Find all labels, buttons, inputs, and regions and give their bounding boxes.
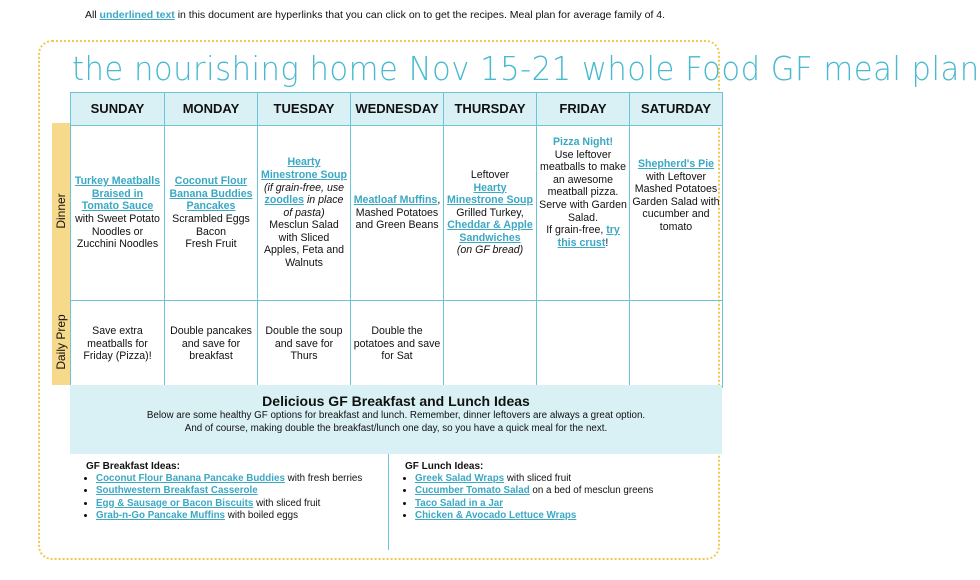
recipe-link[interactable]: Taco Salad in a Jar [415, 497, 504, 509]
page-title: the nourishing home Nov 15-21 whole Food GF meal plan [72, 49, 980, 88]
prep-sunday: Save extra meatballs for Friday (Pizza)! [71, 301, 165, 388]
recipe-link[interactable]: Hearty Minestrone Soup [261, 156, 347, 181]
ideas-line: And of course, making double the breakfast/lunch one day, so you have a quick meal for the next. [184, 423, 608, 434]
top-note-link[interactable]: underlined text [99, 9, 175, 21]
day-header-friday: FRIDAY [537, 93, 630, 126]
dinner-thursday: Leftover Hearty Minestrone Soup Grilled Turkey, Cheddar & Apple Sandwiches (on GF bread) [444, 126, 537, 301]
recipe-link[interactable]: Turkey Meatballs Braised in Tomato Sauce [74, 175, 161, 213]
top-note: All underlined text in this document are hyperlinks that you can click on to get the recipes. Meal plan for average family of 4. [84, 9, 666, 21]
meal-plan-table [70, 92, 723, 388]
dinner-wednesday: Meatloaf Muffins, Mashed Potatoes and Green Beans [351, 126, 444, 301]
list-item: • Cucumber Tomato Salad on a bed of mesclun greens [415, 485, 722, 497]
day-header-saturday: SATURDAY [630, 93, 723, 126]
recipe-link[interactable]: Egg & Sausage or Bacon Biscuits [96, 497, 254, 509]
prep-friday [537, 301, 630, 388]
dinner-monday: Coconut Flour Banana Buddies Pancakes Scrambled Eggs Bacon Fresh Fruit [165, 126, 258, 301]
day-header-thursday: THURSDAY [444, 93, 537, 126]
ideas-banner [70, 385, 722, 454]
list-item [415, 498, 722, 510]
breakfast-heading: GF Breakfast Ideas: [86, 461, 180, 472]
recipe-link[interactable]: Southwestern Breakfast Casserole [96, 485, 258, 497]
recipe-link[interactable]: Coconut Flour Banana Buddies Pancakes [169, 175, 253, 213]
dinner-friday: Pizza Night! Use leftover meatballs to make an awesome meatball pizza. Serve with Garden Salad. If grain-free, try this crust! [537, 126, 630, 301]
day-header-tuesday: TUESDAY [258, 93, 351, 126]
prep-saturday [630, 301, 723, 388]
recipe-link[interactable]: Shepherd's Pie [637, 158, 715, 170]
lunch-ideas [389, 454, 722, 550]
prep-wednesday: Double the potatoes and save for Sat [351, 301, 444, 388]
day-header-sunday: SUNDAY [71, 93, 165, 126]
list-item: • Egg & Sausage or Bacon Biscuits with sliced fruit [96, 498, 388, 510]
recipe-link[interactable]: try this crust [557, 224, 620, 249]
list-item [96, 485, 388, 497]
recipe-link[interactable]: Hearty Minestrone Soup [447, 181, 533, 207]
column-divider [388, 454, 389, 550]
prep-thursday [444, 301, 537, 388]
recipe-link[interactable]: Grab-n-Go Pancake Muffins [96, 510, 226, 522]
recipe-link[interactable]: Coconut Flour Banana Pancake Buddies [96, 473, 285, 484]
day-header-monday: MONDAY [165, 93, 258, 126]
recipe-link[interactable]: Chicken & Avocado Lettuce Wraps [415, 510, 577, 522]
recipe-link[interactable]: Cucumber Tomato Salad [415, 485, 530, 497]
breakfast-ideas [70, 454, 388, 550]
ideas-title: Delicious GF Breakfast and Lunch Ideas [262, 393, 530, 409]
list-item: • Grab-n-Go Pancake Muffins with boiled eggs [96, 510, 388, 522]
ideas-line: Below are some healthy GF options for breakfast and lunch. Remember, dinner leftovers are always a great option. [146, 410, 646, 421]
recipe-link[interactable]: Greek Salad Wraps [415, 473, 505, 484]
dinner-row [71, 126, 723, 301]
ideas-lists [70, 454, 722, 550]
lunch-heading: GF Lunch Ideas: [405, 461, 484, 472]
prep-tuesday: Double the soup and save for Thurs [258, 301, 351, 388]
list-item: • Greek Salad Wraps with sliced fruit [415, 473, 722, 485]
day-header-row [71, 93, 723, 126]
row-label-daily-prep: Daily Prep [52, 298, 70, 385]
row-label-dinner: Dinner [52, 123, 70, 298]
prep-monday: Double pancakes and save for breakfast [165, 301, 258, 388]
recipe-link[interactable]: Meatloaf Muffins [353, 194, 438, 207]
dinner-sunday: Turkey Meatballs Braised in Tomato Sauce with Sweet Potato Noodles or Zucchini Noodles [71, 126, 165, 301]
list-item: • Coconut Flour Banana Pancake Buddies with fresh berries [96, 473, 388, 485]
daily-prep-row [71, 301, 723, 388]
recipe-link[interactable]: Cheddar & Apple Sandwiches [447, 219, 533, 244]
dinner-tuesday: Hearty Minestrone Soup (if grain-free, use zoodles in place of pasta) Mesclun Salad with Sliced Apples, Feta and Walnuts [258, 126, 351, 301]
recipe-link[interactable]: zoodles [264, 194, 304, 207]
dinner-saturday: Shepherd's Pie with Leftover Mashed Potatoes Garden Salad with cucumber and tomato [630, 126, 723, 301]
list-item [415, 510, 722, 522]
recipe-link: Pizza Night! [552, 136, 614, 148]
day-header-wednesday: WEDNESDAY [351, 93, 444, 126]
